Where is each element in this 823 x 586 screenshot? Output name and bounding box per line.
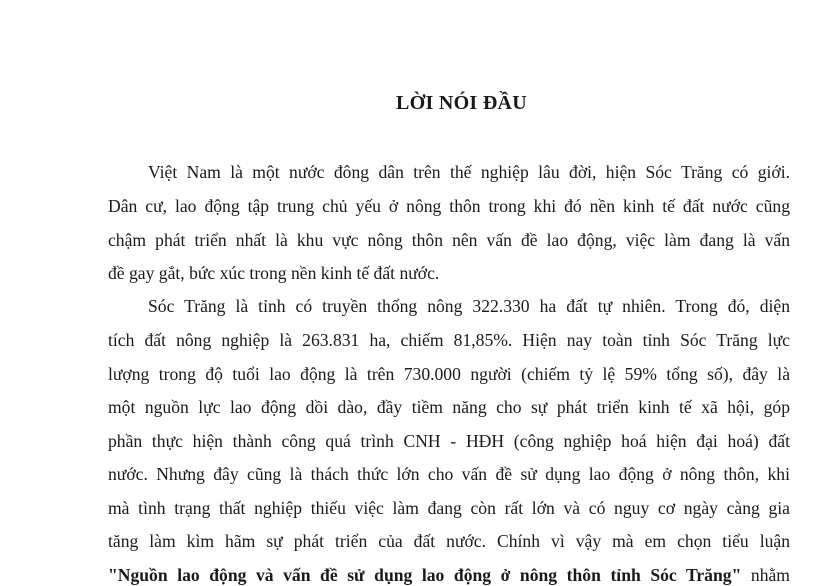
text-line: phần thực hiện thành công quá trình CNH - HĐH (công nghiệp hoá hiện đại hoá) đất [108, 431, 790, 451]
text-fragment: nhằm [741, 565, 790, 585]
text-line: mà tình trạng thất nghiệp thiếu việc làm đang còn rất lớn và có nguy cơ ngày càng gia [108, 498, 790, 518]
text-line: lượng trong độ tuổi lao động là trên 730.000 người (chiếm tỷ lệ 59% tổng số), đây là [108, 364, 790, 384]
text-line: chậm phát triển nhất là khu vực nông thôn nên vấn đề lao động, việc làm đang là vấn [108, 230, 790, 250]
text-line: một nguồn lực lao động dồi dào, đầy tiềm năng cho sự phát triển kinh tế xã hội, góp [108, 397, 790, 417]
text-line: Việt Nam là một nước đông dân trên thế nghiệp lâu đời, hiện Sóc Trăng có giới. [148, 162, 790, 182]
text-line [108, 564, 790, 586]
text-line: tích đất nông nghiệp là 263.831 ha, chiếm 81,85%. Hiện nay toàn tỉnh Sóc Trăng lực [108, 330, 790, 350]
text-line: Dân cư, lao động tập trung chủ yếu ở nông thôn trong khi đó nền kinh tế đất nước cũng [108, 196, 790, 216]
text-line: tăng làm kìm hãm sự phát triển của đất nước. Chính vì vậy mà em chọn tiểu luận [108, 531, 790, 551]
text-line: Sóc Trăng là tỉnh có truyền thống nông 322.330 ha đất tự nhiên. Trong đó, diện [148, 296, 790, 316]
text-line: đề gay gắt, bức xúc trong nền kinh tế đất nước. [108, 263, 440, 283]
essay-title: "Nguồn lao động và vấn đề sử dụng lao động ở nông thôn tỉnh Sóc Trăng" [108, 565, 742, 585]
text-line: nước. Nhưng đây cũng là thách thức lớn cho vấn đề sử dụng lao động ở nông thôn, khi [108, 464, 790, 484]
page-title: LỜI NÓI ĐẦU [395, 92, 528, 114]
